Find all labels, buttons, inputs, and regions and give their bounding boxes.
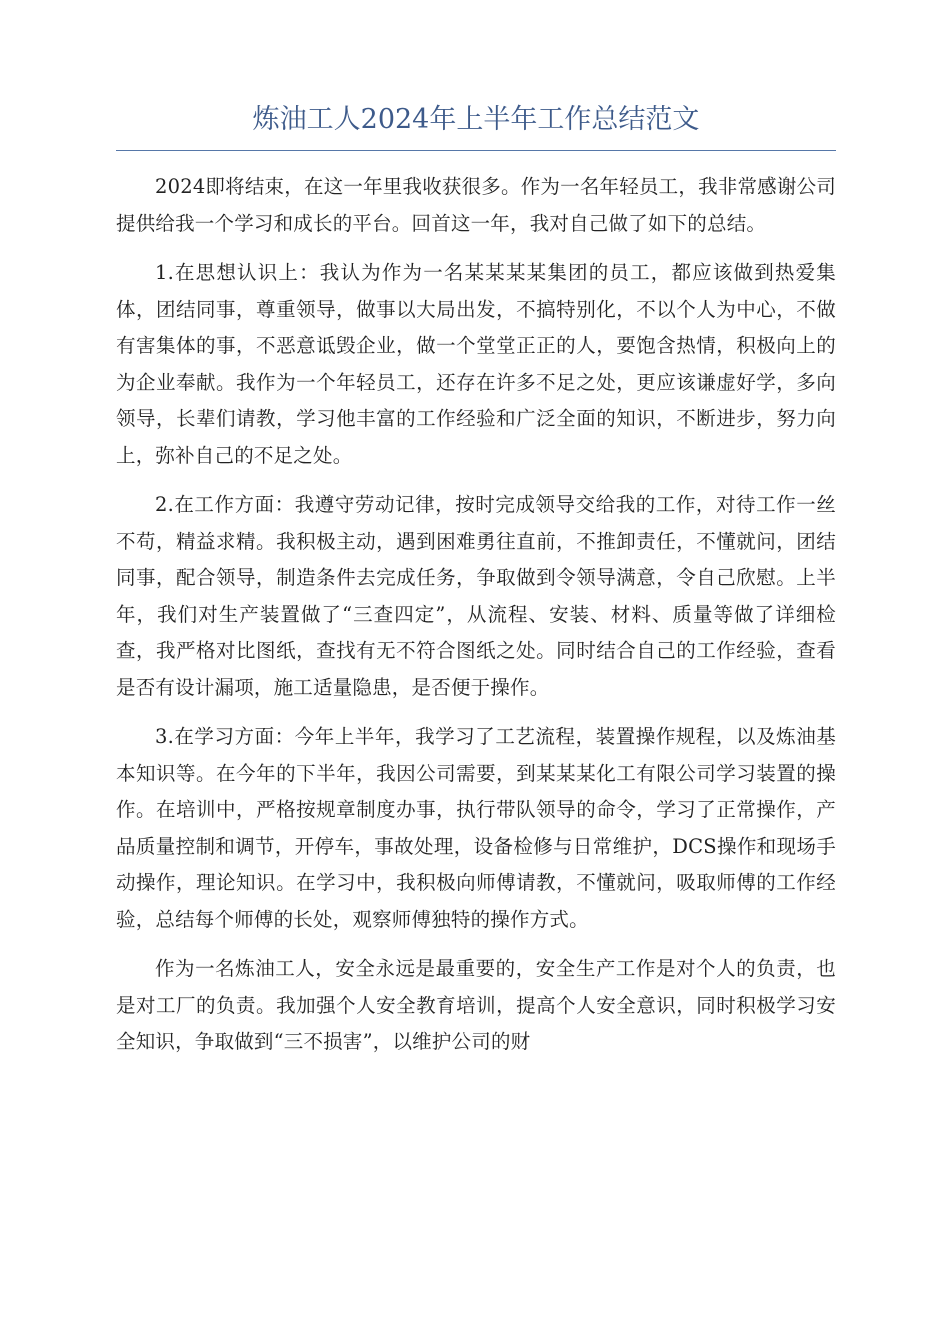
paragraph-intro: 2024即将结束，在这一年里我收获很多。作为一名年轻员工，我非常感谢公司提供给我一个学习和成长的平台。回首这一年，我对自己做了如下的总结。 xyxy=(116,175,836,235)
paragraph-work: 2.在工作方面：我遵守劳动记律，按时完成领导交给我的工作，对待工作一丝不苟，精益求精。我积极主动，遇到困难勇往直前，不推卸责任，不懂就问，团结同事，配合领导，制造条件去完成任务，争取做到令领导满意，令自己欣慰。上半年，我们对生产装置做了“三查四定”，从流程、安装、材料、质量等做了详细检查，我严格对比图纸，查找有无不符合图纸之处。同时结合自己的工作经验，查看是否有设计漏项，施工适量隐患，是否便于操作。 xyxy=(116,493,836,699)
document-page xyxy=(116,100,836,1074)
paragraph-study: 3.在学习方面：今年上半年，我学习了工艺流程，装置操作规程，以及炼油基本知识等。在今年的下半年，我因公司需要，到某某某化工有限公司学习装置的操作。在培训中，严格按规章制度办事，执行带队领导的命令，学习了正常操作，产品质量控制和调节，开停车，事故处理，设备检修与日常维护，DCS操作和现场手动操作，理论知识。在学习中，我积极向师傅请教，不懂就问，吸取师傅的工作经验，总结每个师傅的长处，观察师傅独特的操作方式。 xyxy=(116,725,836,931)
document-title: 炼油工人2024年上半年工作总结范文 xyxy=(252,104,700,135)
paragraph-thinking: 1.在思想认识上：我认为作为一名某某某某集团的员工，都应该做到热爱集体，团结同事，尊重领导，做事以大局出发，不搞特别化，不以个人为中心，不做有害集体的事，不恶意诋毁企业，做一个堂堂正正的人，要饱含热情，积极向上的为企业奉献。我作为一个年轻员工，还存在许多不足之处，更应该谦虚好学，多向领导，长辈们请教，学习他丰富的工作经验和广泛全面的知识，不断进步，努力向上，弥补自己的不足之处。 xyxy=(116,261,836,467)
title-divider xyxy=(116,150,836,151)
paragraph-safety: 作为一名炼油工人，安全永远是最重要的，安全生产工作是对个人的负责，也是对工厂的负责。我加强个人安全教育培训，提高个人安全意识，同时积极学习安全知识，争取做到“三不损害”，以维护公司的财 xyxy=(116,957,836,1053)
